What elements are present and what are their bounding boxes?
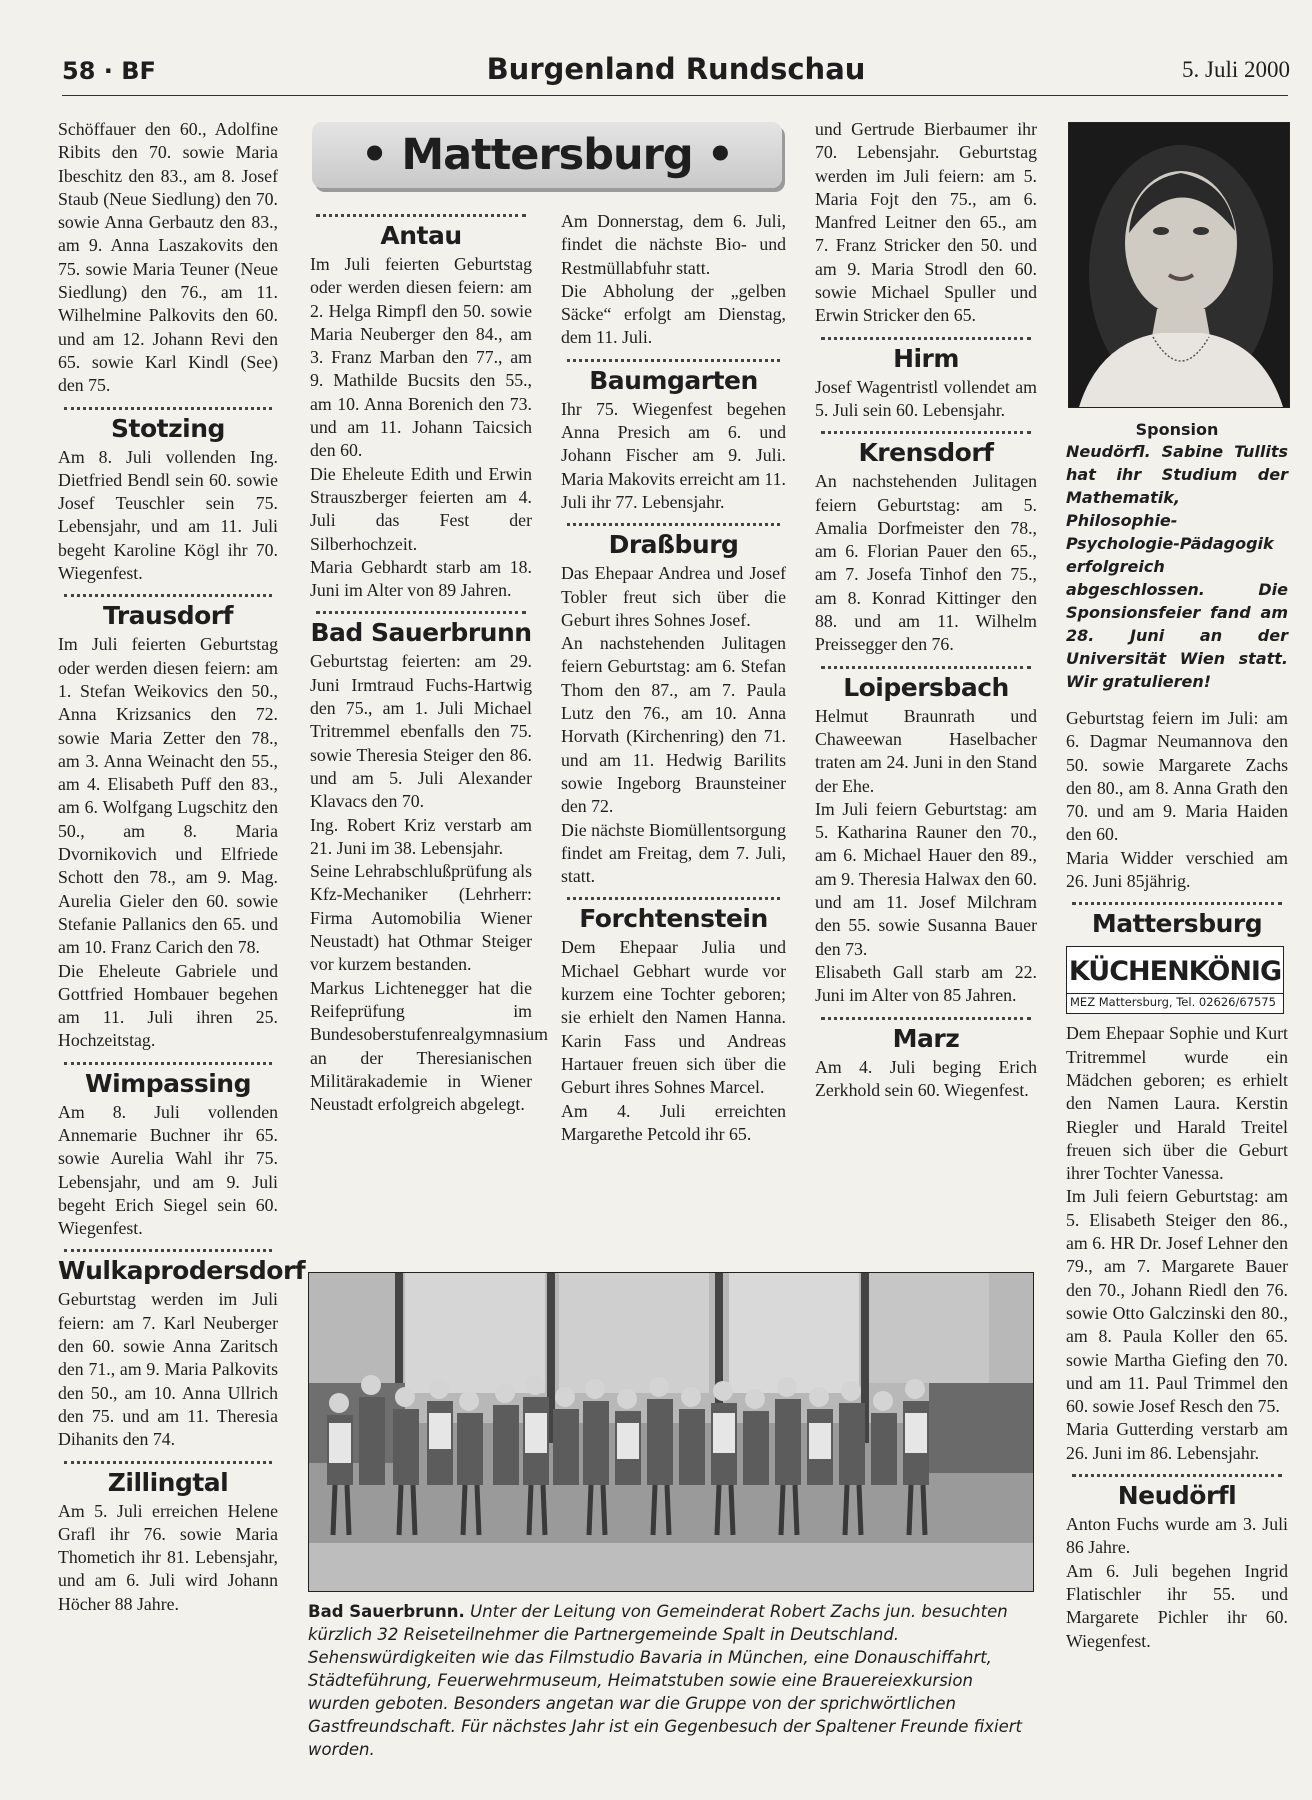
section-heading-wimpassing: Wimpassing [85, 1068, 251, 1098]
dotted-divider [1072, 902, 1282, 905]
article-text: Im Juli feierten Geburtstag oder werden diesen feiern: am 2. Helga Rimpfl den 50. sowie Maria Neuberger den 84., am 3. Franz Marban den 77., am 9. Mathilde Bucsits den 55., am 10. Anna Borenich den 73. und am 11. Johann Taicsich den 60. [310, 254, 532, 461]
article-text: Anton Fuchs wurde am 3. Juli 86 Jahre. [1066, 1514, 1288, 1558]
article-text: Die nächste Biomüllentsorgung findet am Freitag, dem 7. Juli, statt. [561, 819, 786, 887]
article-text: Am 8. Juli vollenden Ing. Dietfried Bendl sein 60. sowie Josef Teuschler sein 75. Lebensjahr, und am 11. Juli begeht Karoline Kögl ihr 70. Wiegenfest. [58, 446, 278, 584]
article-text: Maria Gebhardt starb am 18. Juni im Alter von 89 Jahren. [310, 556, 532, 601]
article-text: Die Abholung der „gelben Säcke“ erfolgt am Dienstag, dem 11. Juli. [561, 280, 786, 348]
article-text: Schöffauer den 60., Adolfine Ribits den 70. sowie Maria Ibeschitz den 83., am 8. Josef Staub (Neue Siedlung) den 70. sowie Anna Gerbautz den 83., am 9. Anna Laszakovits den 75. sowie Maria Teuner (Neue Siedlung) den 76., am 11. Wilhelmine Palkovits den 60. und am 12. Johann Revi den 65. sowie Karl Kindl (See) den 75. [58, 119, 278, 396]
portrait-photo [1068, 122, 1290, 408]
article-text: Ihr 75. Wiegenfest begehen Anna Presich am 6. und Johann Fischer am 9. Juli. Maria Makovits erreicht am 11. Juli ihr 77. Lebensjahr. [561, 398, 786, 512]
section-heading-hirm: Hirm [893, 343, 959, 373]
region-banner [312, 122, 782, 188]
article-text: Am 4. Juli beging Erich Zerkhold sein 60. Wiegenfest. [815, 1056, 1037, 1100]
section-heading-forchtenstein: Forchtenstein [579, 904, 768, 934]
column-4 [815, 118, 1037, 1102]
article-text: Am 5. Juli erreichen Helene Grafl ihr 76. sowie Maria Thometich ihr 81. Lebensjahr, und am 6. Juli wird Johann Höcher 88 Jahre. [58, 1500, 278, 1614]
dotted-divider [567, 359, 780, 362]
sponsion-caption: Neudörfl. Sabine Tullits hat ihr Studium der Mathematik, Philosophie-Psychologie-Pädagogik erfolgreich abgeschlossen. Die Sponsionsfeier fand am 28. Juni an der Universität Wien statt. Wir gratulieren! [1066, 442, 1288, 691]
paper-title: Burgenland Rundschau [486, 52, 866, 86]
section-heading-loipersbach: Loipersbach [843, 672, 1009, 702]
dotted-divider [821, 337, 1031, 340]
article-text: Im Juli feierten Geburtstag oder werden diesen feiern: am 1. Stefan Weikovics den 50., Anna Krizsanics den 72. sowie Maria Zetter den 78., am 3. Anna Weinacht den 55., am 4. Elisabeth Puff den 83., am 6. Wolfgang Lugschitz den 50., am 8. Maria Dvornikovich und Elfriede Schott den 78., am 9. Mag. Aurelia Gieler den 60. sowie Stefanie Pallanics den 65. und am 10. Franz Carich den 78. [58, 634, 278, 958]
article-text: Maria Gutterding verstarb am 26. Juni im 86. Lebensjahr. [1066, 1419, 1288, 1463]
advertisement-kuechenkoenig[interactable] [1066, 946, 1284, 1014]
dotted-divider [821, 1017, 1031, 1020]
article-text: Elisabeth Gall starb am 22. Juni im Alter von 85 Jahren. [815, 961, 1037, 1006]
dotted-divider [64, 1062, 272, 1065]
article-text: An nachstehenden Julitagen feiern Geburtstag: am 5. Amalia Dorfmeister den 78., am 6. Florian Pauer den 65., am 7. Josefa Tinhof den 75., am 8. Konrad Kittinger den 88. und am 11. Wilhelm Preissegger den 76. [815, 471, 1037, 655]
article-text: Markus Lichtenegger hat die Reifeprüfung im Bundesoberstufenrealgymnasium an der Theresianischen Militärakademie in Wiener Neustadt erfolgreich abgelegt. [310, 977, 549, 1115]
section-heading-trausdorf: Trausdorf [103, 601, 233, 631]
article-text: Seine Lehrabschlußprüfung als Kfz-Mechaniker (Lehrherr: Firma Automobilia Wiener Neustadt) hat Othmar Steiger vor kurzem bestanden. [310, 861, 532, 975]
issue-date: 5. Juli 2000 [1182, 57, 1290, 82]
section-heading-antau: Antau [380, 221, 462, 250]
dotted-divider [316, 611, 526, 614]
article-text: Maria Widder verschied am 26. Juni 85jährig. [1066, 847, 1288, 892]
section-heading-marz: Marz [892, 1023, 960, 1053]
region-banner-label: • Mattersburg • [360, 130, 734, 180]
dotted-divider [567, 897, 780, 900]
page-number: 58 · BF [62, 57, 156, 85]
dotted-divider [567, 523, 780, 526]
section-heading-krensdorf: Krensdorf [858, 438, 994, 468]
article-text: Geburtstag feiern im Juli: am 6. Dagmar Neumannova den 50. sowie Margarete Zachs den 80., am 8. Anna Grath den 70. und am 9. Maria Haiden den 60. [1066, 708, 1288, 845]
article-text: und Gertrude Bierbaumer ihr 70. Lebensjahr. Geburtstag werden im Juli feiern: am 5. Maria Fojt den 75., am 6. Manfred Leitner den 65., am 7. Franz Stricker den 50. und am 9. Maria Strodl den 60. sowie Michael Spuller und Erwin Stricker den 65. [815, 119, 1037, 326]
header-rule [62, 95, 1288, 96]
dotted-divider [64, 1461, 272, 1464]
dotted-divider [1072, 1474, 1282, 1477]
article-text: Am 8. Juli vollenden Annemarie Buchner ihr 65. sowie Aurelia Wahl ihr 75. Lebensjahr, und am 9. Juli begeht Erich Siegel sein 60. Wiegenfest. [58, 1101, 278, 1239]
section-heading-drassburg: Draßburg [608, 530, 739, 560]
section-heading-neudoerfl: Neudörfl [1117, 1481, 1237, 1511]
page-header [62, 52, 1290, 92]
section-heading-stotzing: Stotzing [111, 413, 225, 443]
dotted-divider [821, 431, 1031, 434]
portrait-image [1069, 123, 1289, 407]
section-heading-zillingtal: Zillingtal [107, 1467, 229, 1497]
group-photo [308, 1272, 1034, 1592]
dotted-divider [64, 407, 272, 410]
article-text: Ing. Robert Kriz verstarb am 21. Juni im 38. Lebensjahr. [310, 814, 532, 858]
sponsion-heading: Sponsion [1135, 420, 1219, 439]
ad-logo: KÜCHENKÖNIG [1068, 956, 1282, 988]
column-2 [310, 210, 549, 1116]
article-text: Dem Ehepaar Julia und Michael Gebhart wurde vor kurzem eine Tochter geboren; sie erhielt den Namen Hanna. Karin Fass und Andreas Hartauer freuen sich über die Geburt ihres Sohnes Marcel. [561, 937, 786, 1098]
article-text: Helmut Braunrath und Chaweewan Haselbacher traten am 24. Juni in den Stand der Ehe. [815, 705, 1037, 796]
ad-contact: MEZ Mattersburg, Tel. 02626/67575 [1067, 993, 1283, 1010]
dotted-divider [64, 1249, 272, 1252]
dotted-divider [316, 214, 526, 217]
article-text: Die Eheleute Gabriele und Gottfried Hombauer begehen am 11. Juli ihren 25. Hochzeitstag. [58, 960, 278, 1051]
article-text: Im Juli feiern Geburtstag: am 5. Elisabeth Steiger den 86., am 6. HR Dr. Josef Lehner den 79., am 7. Margarete Bauer den 70., Johann Riedl den 76. sowie Otto Galczinski den 80., am 8. Paula Koller den 65. sowie Martha Giefing den 70. und am 11. Paul Trimmel den 60. sowie Josef Resch den 75. [1066, 1186, 1288, 1417]
article-text: Am Donnerstag, dem 6. Juli, findet die nächste Bio- und Restmüllabfuhr statt. [561, 211, 786, 278]
section-heading-bad-sauerbrunn: Bad Sauerbrunn [310, 618, 532, 648]
photo-caption-lead: Bad Sauerbrunn. [308, 1602, 465, 1621]
section-heading-wulkaprodersdorf: Wulkaprodersdorf [58, 1256, 306, 1286]
dotted-divider [821, 666, 1031, 669]
photo-caption [308, 1600, 1034, 1761]
article-text: An nachstehenden Julitagen feiern Geburtstag: am 6. Stefan Thom den 87., am 7. Paula Lutz den 76., am 10. Anna Horvath (Kirchenring) den 71. und am 11. Hedwig Barilits sowie Ingeborg Braunsteiner den 72. [561, 633, 786, 817]
group-photo-image [309, 1273, 1033, 1591]
article-text: Geburtstag werden im Juli feiern: am 7. Karl Neuberger den 60. sowie Anna Zaritsch den 71., am 9. Maria Palkovits den 50., am 10. Anna Ullrich den 75. und am 11. Theresia Dihanits den 74. [58, 1289, 278, 1450]
article-text: Dem Ehepaar Sophie und Kurt Tritremmel wurde ein Mädchen geboren; es erhielt den Namen Laura. Kerstin Riegler und Harald Treitel freuen sich über die Geburt ihrer Tochter Vanessa. [1066, 1023, 1288, 1184]
article-text: Am 6. Juli begehen Ingrid Flatischler ihr 55. und Margarete Pichler ihr 60. Wiegenfest. [1066, 1560, 1288, 1651]
article-text: Im Juli feiern Geburtstag: am 5. Katharina Rauner den 70., am 6. Michael Hauer den 89., am 9. Theresia Halwax den 60. und am 11. Josef Milchram den 55. sowie Susanna Bauer den 73. [815, 798, 1037, 959]
article-text: Geburtstag feierten: am 29. Juni Irmtraud Fuchs-Hartwig den 75., am 1. Juli Michael Tritremmel ebenfalls den 75. sowie Theresia Steiger den 86. und am 5. Juli Alexander Klavacs den 70. [310, 651, 532, 812]
column-3 [561, 210, 786, 1146]
section-heading-baumgarten: Baumgarten [589, 365, 758, 395]
column-5 [1066, 420, 1288, 1653]
article-text: Das Ehepaar Andrea und Josef Tobler freut sich über die Geburt ihres Sohnes Josef. [561, 563, 786, 630]
article-text: Josef Wagentristl vollendet am 5. Juli sein 60. Lebensjahr. [815, 376, 1037, 420]
photo-caption-text: Unter der Leitung von Gemeinderat Robert Zachs jun. besuchten kürzlich 32 Reiseteilnehmer die Partnergemeinde Spalt in Deutschland. Sehenswürdigkeiten wie das Filmstudio Bavaria in München, eine Donauschiffahrt, Städteführung, Feuerwehrmuseum, Heimatstuben sowie eine Brauereiexkursion wurden geboten. Besonders angetan war die Gruppe von der sprichwörtlichen Gastfreundschaft. Für nächstes Jahr ist ein Gegenbesuch der Spaltener Freunde fixiert worden. [308, 1602, 1023, 1759]
article-text: Am 4. Juli erreichten Margarethe Petcold ihr 65. [561, 1100, 786, 1144]
dotted-divider [64, 594, 272, 597]
article-text: Die Eheleute Edith und Erwin Strauszberger feierten am 4. Juli das Fest der Silberhochzeit. [310, 463, 532, 554]
column-1 [58, 118, 306, 1616]
section-heading-mattersburg: Mattersburg [1091, 909, 1263, 939]
